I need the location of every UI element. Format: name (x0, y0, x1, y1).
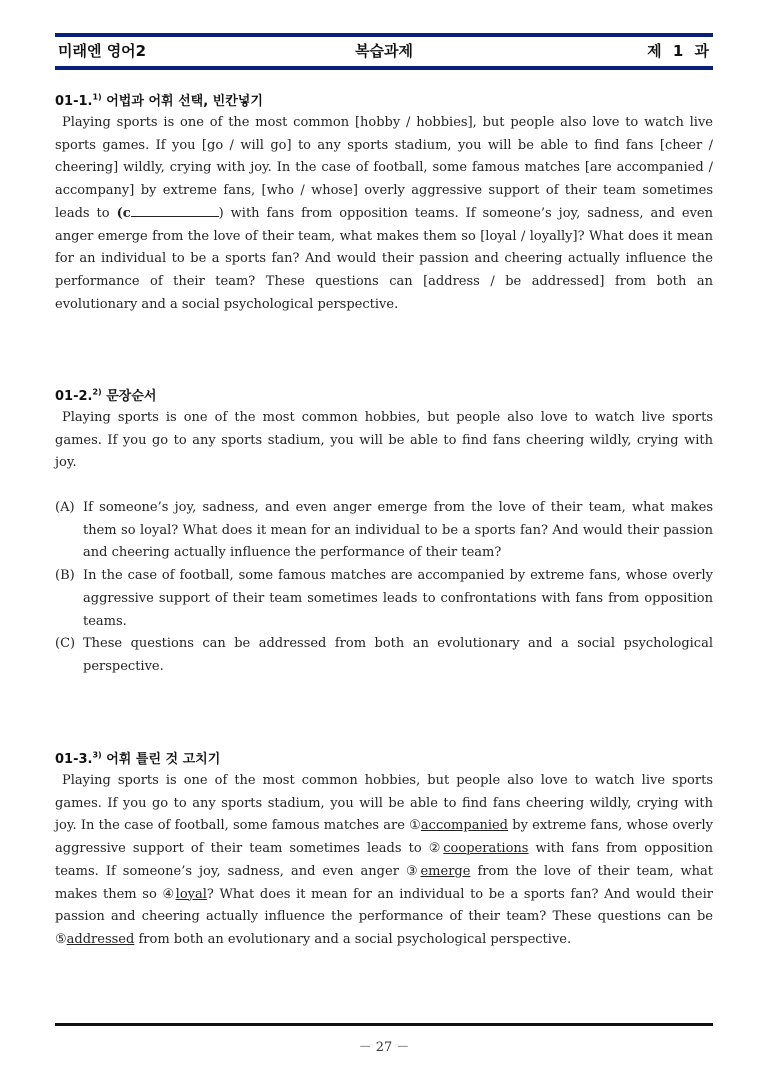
order-options (55, 497, 713, 679)
passage-text: ) with fans from opposition teams. If someone’s joy, sadness, and even anger emerge from the love of their team, what makes them so [loyal / loyally]? What does it mean for an individual to be a sports fan? And would their passion and cheering actually influence the performance of their team? These questions can [address / be addressed] from both an evolutionary and a social psychological perspective. (55, 205, 713, 312)
blank-hint: (c (116, 205, 131, 221)
option-b (55, 565, 713, 633)
passage-text: Playing sports is one of the most common [hobby / hobbies], but people also love to watch live sports games. If you [go / will go] to any sports stadium, you will be able to find fans [cheer / cheering] wildly, crying with joy. In the case of football, some famous matches [are accompanied / accompany] by extreme fans, [who / whose] overly aggressive support of their team sometimes leads to (55, 115, 713, 221)
section-passage (55, 112, 713, 316)
choice-word-5: addressed (66, 931, 135, 947)
header-bottom-rule (55, 66, 713, 70)
section-fix-vocab (55, 748, 713, 952)
passage-text: ? What does it mean for an individual to be a sports fan? And would their passion and cheering actually influence the performance of their team? These questions can be (55, 886, 713, 925)
choice-word-4: loyal (175, 886, 207, 902)
header-top-rule (55, 33, 713, 37)
section-heading: 문장순서 (106, 389, 157, 404)
footnote-marker: 2) (92, 387, 102, 397)
answer-blank[interactable] (131, 203, 219, 217)
header-textbook-name: 미래엔 영어2 (58, 42, 147, 60)
choice-marker-2: ② (428, 841, 444, 857)
footnote-marker: 3) (92, 750, 102, 760)
section-heading: 어휘 틀린 것 고치기 (106, 752, 221, 767)
passage-text: from both an evolutionary and a social psychological perspective. (134, 931, 572, 947)
footer-rule (55, 1023, 713, 1026)
section-number: 01-3. (55, 752, 93, 767)
choice-word-3: emerge (420, 863, 471, 879)
choice-marker-3: ③ (405, 863, 421, 879)
page-number: － 27 － (358, 1040, 410, 1055)
option-a (55, 497, 713, 565)
option-label: (A) (55, 500, 75, 515)
passage-text: from the love of their team, what makes them so (55, 863, 713, 902)
header-lesson-number: 제 1 과 (647, 42, 712, 60)
section-number: 01-1. (55, 94, 93, 109)
section-sentence-order (55, 385, 713, 475)
option-text: If someone’s joy, sadness, and even anger emerge from the love of their team, what makes them so loyal? What does it mean for an individual to be a sports fan? And would their passion and cheering actually influence the performance of their team? (83, 500, 713, 561)
section-title (55, 385, 713, 404)
section-grammar-vocab (55, 90, 713, 316)
option-c (55, 633, 713, 678)
section-heading: 어법과 어휘 선택, 빈칸넣기 (106, 94, 263, 109)
section-intro: Playing sports is one of the most common hobbies, but people also love to watch live sports games. If you go to any sports stadium, you will be able to find fans cheering wildly, crying with joy. (55, 410, 713, 471)
choice-word-2: cooperations (443, 841, 529, 857)
header-assignment-title: 복습과제 (355, 42, 413, 60)
choice-word-1: accompanied (420, 818, 509, 834)
option-label: (B) (55, 568, 75, 584)
option-text: These questions can be addressed from both an evolutionary and a social psychological perspective. (83, 636, 713, 674)
option-text: In the case of football, some famous matches are accompanied by extreme fans, whose overly aggressive support of their team sometimes leads to confrontations with fans from opposition teams. (83, 568, 713, 629)
section-title (55, 90, 713, 109)
footnote-marker: 1) (92, 92, 102, 102)
passage-text: by extreme fans, whose overly aggressive support of their team sometimes leads to (55, 818, 713, 857)
section-passage (55, 770, 713, 952)
passage-text: Playing sports is one of the most common hobbies, but people also love to watch live sports games. If you go to any sports stadium, you will be able to find fans cheering wildly, crying with joy. In the case of football, some famous matches are (55, 773, 713, 834)
option-label: (C) (55, 636, 76, 652)
section-number: 01-2. (55, 389, 93, 404)
choice-marker-4: ④ (162, 886, 176, 902)
section-title (55, 748, 713, 767)
choice-marker-1: ① (409, 818, 421, 834)
passage-text: with fans from opposition teams. If someone’s joy, sadness, and even anger (55, 841, 714, 879)
choice-marker-5: ⑤ (55, 931, 67, 947)
